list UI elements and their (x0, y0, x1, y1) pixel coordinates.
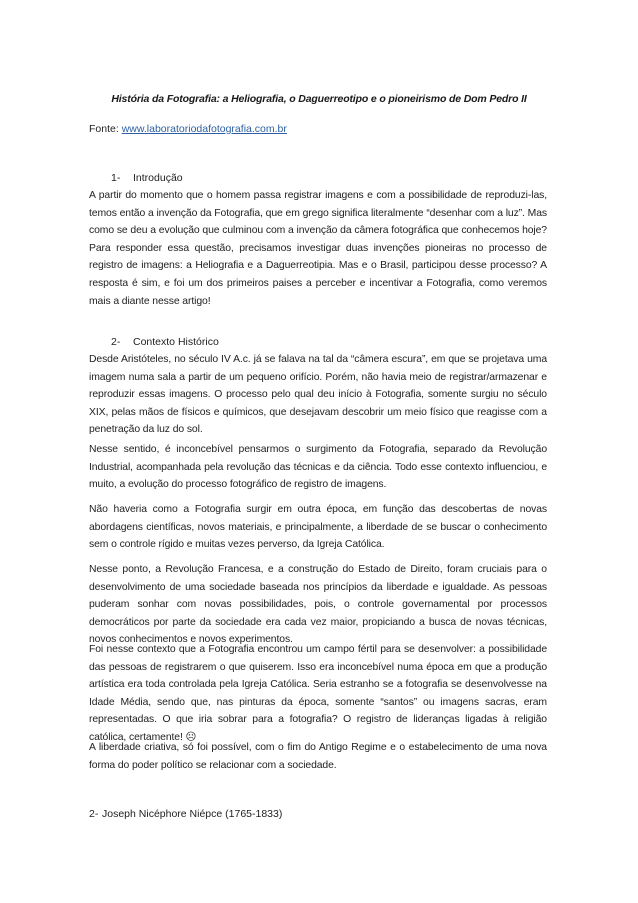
paragraph: A liberdade criativa, só foi possível, com o fim do Antigo Regime e o estabelecimento de uma nova forma do poder político se relacionar com a sociedade. (89, 742, 547, 771)
document-title: História da Fotografia: a Heliografia, o Daguerreotipo e o pioneirismo de Dom Pedro II (111, 93, 527, 105)
source-line (89, 123, 287, 135)
section-heading-text: Contexto Histórico (133, 336, 219, 348)
section-heading-niepce (89, 808, 282, 820)
section-number: 2- (89, 808, 99, 820)
section-heading-text: Introdução (133, 172, 183, 184)
paragraph: Nesse sentido, é inconcebível pensarmos o surgimento da Fotografia, separado da Revolução Industrial, acompanhada pela revolução das técnicas e da ciência. Todo esse contexto influenciou, e muito, a evolução do processo fotográfico de registro de imagens. (89, 444, 547, 491)
section-heading-intro (111, 172, 183, 184)
paragraph: Não haveria como a Fotografia surgir em outra época, em função das descobertas de novas abordagens científicas, novos materiais, e principalmente, a liberdade de se buscar o conhecimento sem o controle rígido e muitas vezes perverso, da Igreja Católica. (89, 504, 547, 551)
source-label: Fonte: (89, 123, 119, 135)
paragraph: A partir do momento que o homem passa registrar imagens e com a possibilidade de reproduzi-las, temos então a invenção da Fotografia, que em grego significa literalmente “desenhar com a luz”. Mas como se deu a evolução que culminou com a invenção da câmera fotográfica que conhecemos hoje? Para responder essa questão, precisamos investigar duas invenções pioneiras no processo de registro de imagens: a Heliografia e a Daguerreotipia. Mas e o Brasil, participou desse processo? A resposta é sim, e foi um dos primeiros paises a perceber e incentivar a Fotografia, como veremos mais a diante nesse artigo! (89, 190, 547, 307)
paragraph: Foi nesse contexto que a Fotografia encontrou um campo fértil para se desenvolver: a possibilidade das pessoas de registrarem o que quiserem. Isso era inconcebível numa época em que a produção artística era toda controlada pela Igreja Católica. Seria estranho se a fotografia se desenvolvesse na Idade Média, sendo que, nas pinturas da época, somente “santos” ou imagens sacras, eram representadas. O que iria sobrar para a fotografia? O registro de lideranças ligadas à religião católica, certamente! ☹ (89, 644, 547, 743)
section-heading-context (111, 336, 219, 348)
paragraph: Desde Aristóteles, no século IV A.c. já se falava na tal da “câmera escura”, em que se projetava uma imagem numa sala a partir de um pequeno orifício. Porém, não havia meio de registrar/armazenar e reproduzir essas imagens. O processo pelo qual deu início à Fotografia, somente surgiu no século XIX, pelas mãos de físicos e químicos, que desejavam descobrir um meio físico que reagisse com a penetração da luz do sol. (89, 354, 547, 436)
paragraph: Nesse ponto, a Revolução Francesa, e a construção do Estado de Direito, foram cruciais para o desenvolvimento de uma sociedade baseada nos princípios da liberdade e igualdade. As pessoas puderam sonhar com novas possibilidades, pois, o controle governamental por processos democráticos por parte da sociedade era cada vez maior, propiciando a busca de novas técnicas, novos conhecimentos e novos experimentos. (89, 564, 547, 646)
section-number: 2- (111, 336, 121, 348)
source-link[interactable]: www.laboratoriodafotografia.com.br (121, 123, 287, 135)
section-number: 1- (111, 172, 121, 184)
section-heading-text: Joseph Nicéphore Niépce (1765-1833) (102, 808, 283, 820)
